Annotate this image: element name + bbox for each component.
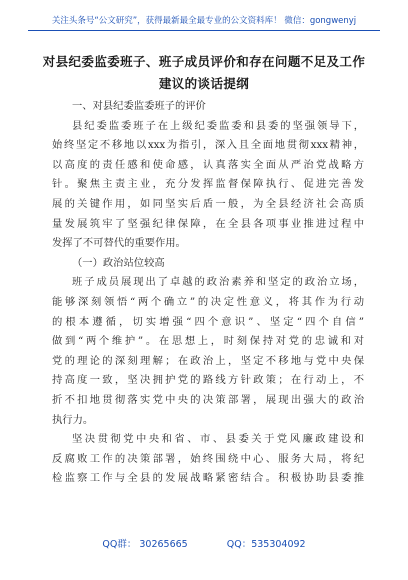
footer-qq-group: QQ群： 30265665 xyxy=(102,539,188,550)
paragraph-line: 针。聚焦主责主业，充分发挥监督保障执行、促进完善发 xyxy=(52,178,364,191)
section-heading: 一、对县纪委监委班子的评价 xyxy=(72,100,206,112)
paragraph-line: 县纪委监委班子在上级纪委监委和县委的坚强领导下， xyxy=(72,119,364,132)
paragraph-line: 坚决贯彻党中央和省、市、县委关于党风廉政建设和 xyxy=(72,433,364,446)
paragraph-line: 量发展筑牢了坚强纪律保障，在全县各项事业推进过程中 xyxy=(52,217,364,230)
paragraph-line: 班子成员展现出了卓越的政治素养和坚定的政治立场， xyxy=(72,276,364,289)
paragraph-line: 反腐败工作的决策部署，始终围绕中心、服务大局，将纪 xyxy=(52,452,364,465)
paragraph-line: 发挥了不可替代的重要作用。 xyxy=(52,237,186,250)
paragraph-line: 的根本遵循，切实增强“四个意识”、坚定“四个自信” xyxy=(52,315,364,328)
paragraph-line: 能够深刻领悟“两个确立”的决定性意义，将其作为行动 xyxy=(52,295,364,308)
paragraph-line: 展的关键作用，如同坚实后盾一般，为全县经济社会高质 xyxy=(52,197,364,210)
subsection-heading: （一）政治站位较高 xyxy=(72,256,165,269)
document-title-line-1: 对县纪委监委班子、班子成员评价和存在问题不足及工作 xyxy=(42,54,366,69)
paragraph-line: 持高度一致，坚决拥护党的路线方针政策；在行动上，不 xyxy=(52,374,364,387)
document-body xyxy=(52,97,364,489)
header-promo-text: 关注头条号“公文研究”，获得最新最全最专业的公文资料库！ 微信：gongwenyj xyxy=(51,16,357,26)
footer-contact xyxy=(0,536,408,550)
document-title-line-2: 建议的谈话提纲 xyxy=(158,76,250,91)
paragraph-line: 以高度的责任感和使命感，认真落实全面从严治党战略方 xyxy=(52,158,364,171)
paragraph-line: 检监察工作与全县的发展战略紧密结合。积极协助县委推 xyxy=(52,472,364,485)
paragraph-line: 始终坚定不移地以xxx为指引，深入且全面地贯彻xxx精神， xyxy=(52,139,364,152)
paragraph-line: 党的理论的深刻理解；在政治上，坚定不移地与党中央保 xyxy=(52,354,364,367)
paragraph-line: 折不扣地贯彻落实党中央的决策部署，展现出强大的政治 xyxy=(52,393,364,406)
paragraph-line: 执行力。 xyxy=(52,413,94,426)
header-divider xyxy=(28,30,380,31)
footer-qq-number: QQ：535304092 xyxy=(226,539,306,550)
paragraph-line: 做到“两个维护”。在思想上，时刻保持对党的忠诚和对 xyxy=(52,335,364,348)
